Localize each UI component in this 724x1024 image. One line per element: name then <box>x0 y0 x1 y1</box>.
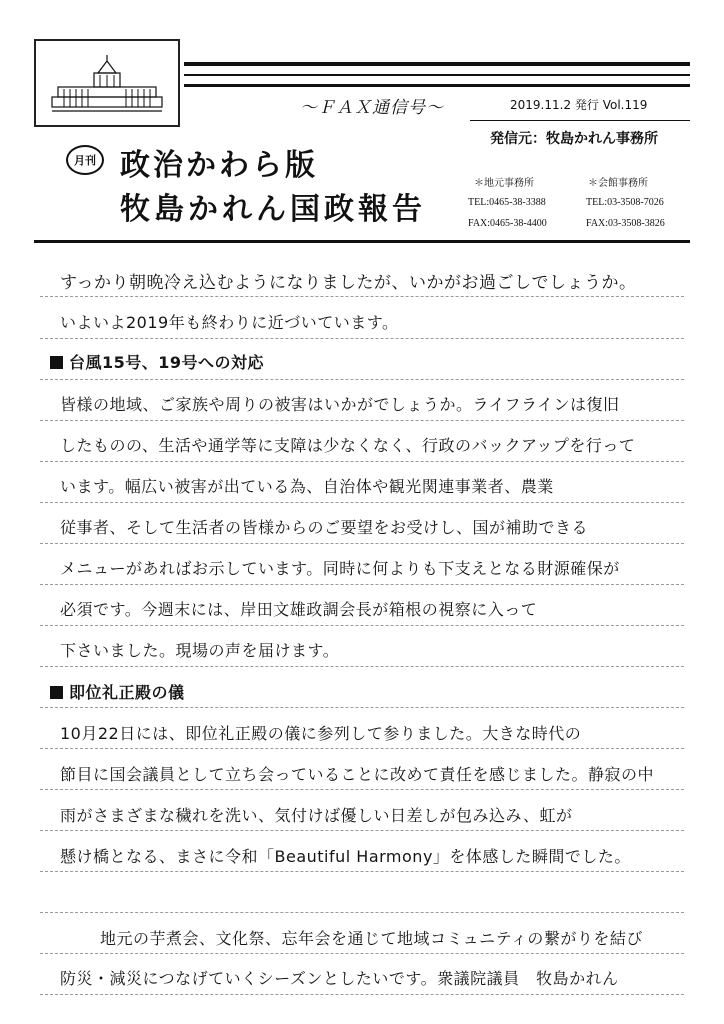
header-rule-mid <box>184 74 690 76</box>
diet-building-logo <box>34 39 180 127</box>
body-line-13: 節目に国会議員として立ち会っていることに改めて責任を感じました。静寂の中 <box>60 765 655 784</box>
body-line-6: います。幅広い被害が出ている為、自治体や観光関連事業者、農業 <box>60 477 554 496</box>
body-line-8: メニューがあればお示しています。同時に何よりも下支えとなる財源確保が <box>60 559 620 578</box>
local-office-fax: FAX:0465-38-4400 <box>468 218 547 229</box>
section-heading-typhoon: 台風15号、19号への対応 <box>50 350 680 373</box>
body-line-4: 皆様の地域、ご家族や周りの被害はいかがでしょうか。ライフラインは復旧 <box>60 395 620 414</box>
body-line-7: 従事者、そして生活者の皆様からのご要望をお受けし、国が補助できる <box>60 518 589 537</box>
diet-office-fax: FAX:03-3508-3826 <box>586 218 665 229</box>
local-office-label: ＊地元事務所 <box>474 178 534 189</box>
body-line-17: 防災・減災につなげていくシーズンとしたいです。衆議院議員 牧島かれん <box>60 969 619 988</box>
diet-building-icon <box>36 41 178 125</box>
monthly-badge: 月刊 <box>66 145 104 175</box>
section-heading-enthronement: 即位礼正殿の儀 <box>50 680 680 703</box>
title-line-1: 政治かわら版 <box>120 148 318 183</box>
title-line-2: 牧島かれん国政報告 <box>120 192 426 227</box>
body-line-2: いよいよ2019年も終わりに近づいています。 <box>60 313 399 332</box>
issue-underline <box>470 120 690 121</box>
body-line-12: 10月22日には、即位礼正殿の儀に参列して参りました。大きな時代の <box>60 724 582 743</box>
body-line-14: 雨がさまざまな穢れを洗い、気付けば優しい日差しが包み込み、虹が <box>60 806 573 825</box>
body-line-16: 地元の芋煮会、文化祭、忘年会を通じて地域コミュニティの繋がりを結び <box>100 929 643 948</box>
header-bottom-rule <box>34 240 690 243</box>
diet-office-tel: TEL:03-3508-7026 <box>586 197 664 208</box>
body-line-9: 必須です。今週末には、岸田文雄政調会長が箱根の視察に入って <box>60 600 538 619</box>
bullet-square-icon <box>50 356 63 369</box>
local-office-tel: TEL:0465-38-3388 <box>468 197 546 208</box>
body-line-1: すっかり朝晩冷え込むようになりましたが、いかがお過ごしでしょうか。 <box>60 273 637 293</box>
issue-info: 2019.11.2 発行 Vol.119 <box>510 98 648 112</box>
body-line-15: 懸け橋となる、まさに令和「Beautiful Harmony」を体感した瞬間でした。 <box>60 847 631 866</box>
sender: 発信元：牧島かれん事務所 <box>490 131 658 147</box>
bullet-square-icon <box>50 686 63 699</box>
header-rule-top <box>184 62 690 66</box>
diet-office-label: ＊会館事務所 <box>588 178 648 189</box>
body-line-5: したものの、生活や通学等に支障は少なくなく、行政のバックアップを行って <box>60 436 636 455</box>
body-line-10: 下さいました。現場の声を届けます。 <box>60 641 340 660</box>
fax-title: ～ＦＡＸ通信号～ <box>300 98 444 118</box>
header-rule-low <box>184 84 690 87</box>
